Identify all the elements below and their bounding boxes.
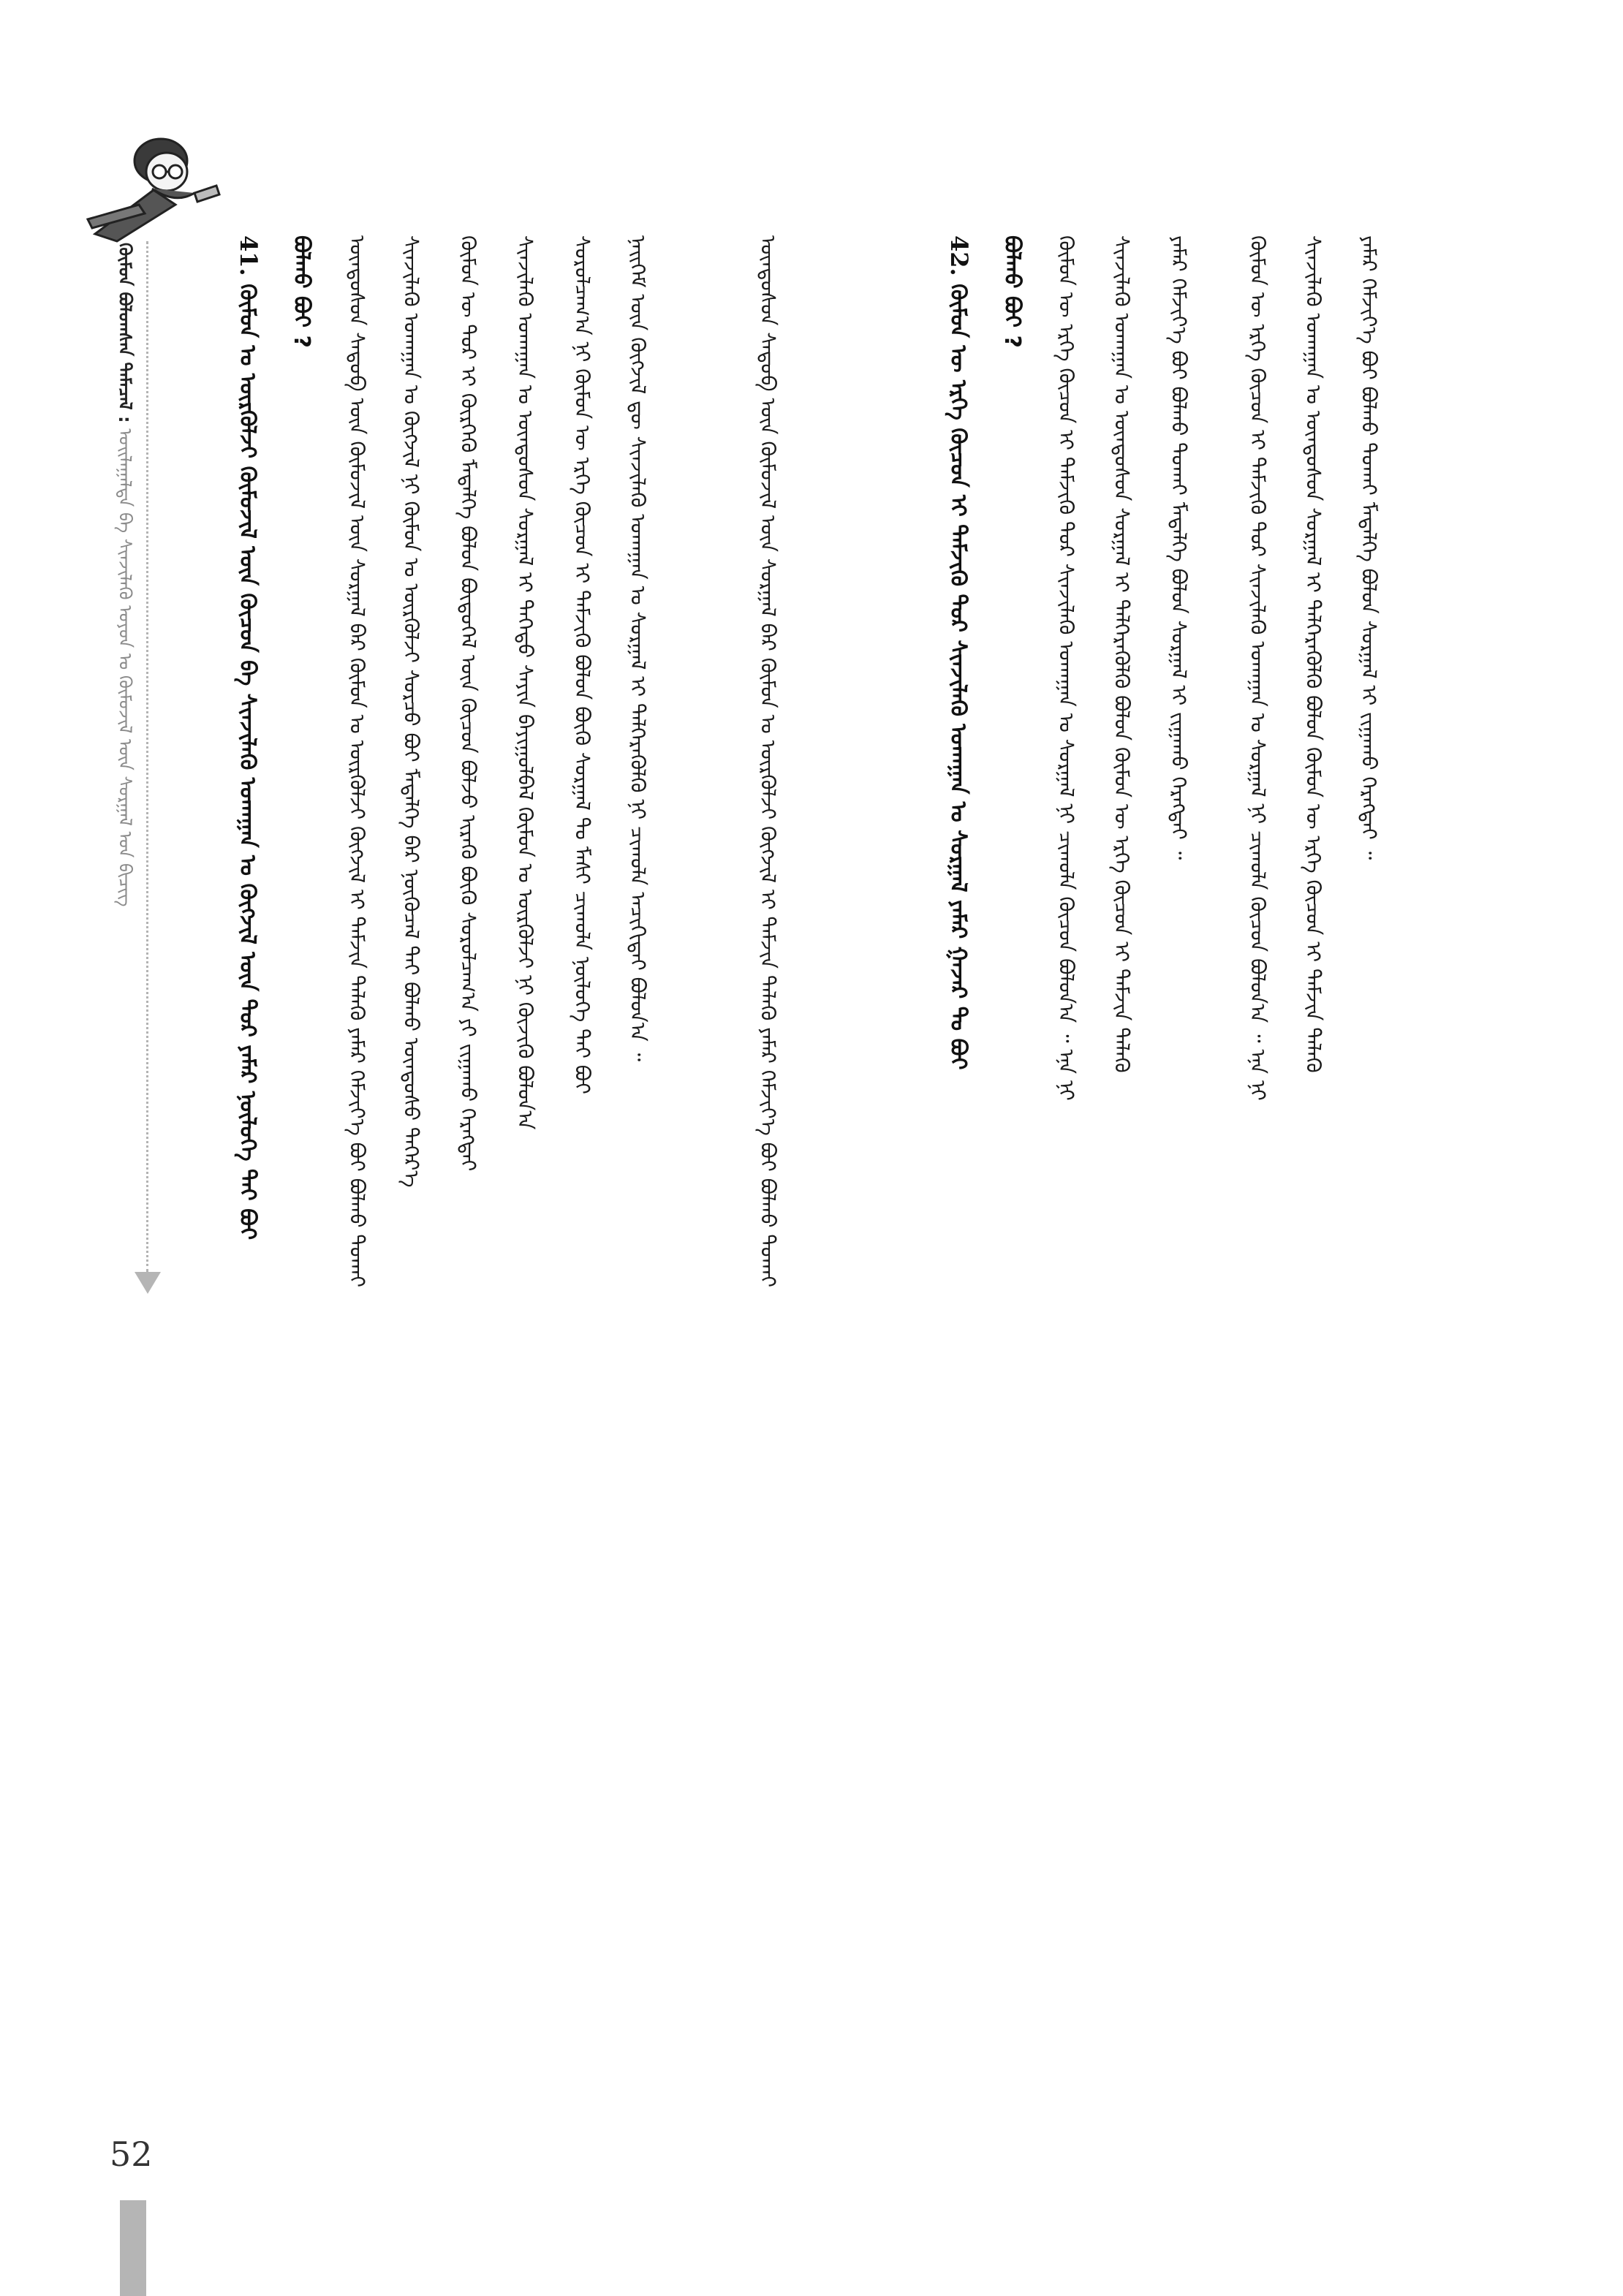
question-41-line-7: ᠦᠨᠳᠦᠰᠦᠨ ᠰᠡᠳᠦᠪ ᠦᠨ ᠬᠦᠮᠦᠵᠢᠯ ᠦᠨ ᠰᠤᠷᠭᠠᠯ ᠪᠡᠷ ᠬᠦᠮᠦᠨ ᠤ ᠦᠷᠭᠦᠯᠵᠢ ᠬᠦᠭᠵᠢᠯ ᠢ ᠳᠡᠮᠵᠢᠨ ᠲᠡᠯᠡᠬᠦ ᠶᠠᠮᠠᠷ ᠬᠡᠮᠵᠢᠶ᠎ᠡ ᠪᠤᠢ ᠪᠤᠯᠬᠤ ᠲᠤᠬᠠᠢ — [756, 235, 780, 1288]
question-42-title-line-2: ᠪᠤᠯᠬᠤ ᠪᠤᠢ ? — [999, 235, 1025, 348]
question-41-title-line-2: ᠪᠤᠯᠬᠤ ᠪᠤᠢ ? — [289, 235, 314, 348]
question-41-line-4: ᠰᠢᠨᠵᠢᠯᠡᠬᠦ ᠤᠬᠠᠭᠠᠨ ᠤ ᠦᠨᠳᠦᠰᠦᠨ ᠰᠤᠷᠭᠠᠯ ᠢ ᠳᠡᠭᠡᠳᠦ ᠰᠠᠶᠢᠨ ᠪᠠᠶᠢᠭᠤᠯᠪᠠᠯ ᠬᠦᠮᠦᠨ ᠤ ᠦᠷᠭᠦᠯᠵᠢ ᠨᠢ ᠬᠦᠵᠢᠬᠦ ᠪᠤᠯᠤᠨ᠎ᠠ — [513, 235, 537, 1130]
question-42-number: 42. — [945, 235, 973, 276]
header-dotted-line — [146, 241, 148, 1272]
question-41-line-1: ᠦᠨᠳᠦᠰᠦᠨ ᠰᠡᠳᠦᠪ ᠦᠨ ᠬᠦᠮᠦᠵᠢᠯ ᠦᠨ ᠰᠤᠷᠭᠠᠯ ᠪᠡᠷ ᠬᠦᠮᠦᠨ ᠤ ᠦᠷᠭᠦᠯᠵᠢ ᠬᠦᠭᠵᠢᠯ ᠢ ᠳᠡᠮᠵᠢᠨ ᠲᠡᠯᠡᠬᠦ ᠶᠠᠮᠠᠷ ᠬᠡᠮᠵᠢᠶ᠎ᠡ ᠪᠤᠢ ᠪᠤᠯᠬᠤ ᠲᠤᠬᠠᠢ — [345, 235, 369, 1288]
triangle-marker-icon — [135, 1272, 161, 1294]
question-41-line-6: ᠨᠡᠢᠭᠡᠮ ᠦᠨ ᠬᠦᠭᠵᠢᠯ ᠳᠦ ᠰᠢᠨᠵᠢᠯᠡᠬᠦ ᠤᠬᠠᠭᠠᠨ ᠤ ᠰᠤᠷᠭᠠᠯ ᠢ ᠳᠡᠯᠭᠡᠷᠡᠭᠦᠯᠬᠦ ᠨᠢ ᠴᠢᠬᠤᠯᠠ ᠠᠴᠢᠬᠢᠲᠠᠢ ᠪᠤᠯᠤᠨ᠎ᠠ ᠃ — [626, 235, 650, 1062]
mascot-illustration — [66, 132, 227, 256]
question-41-number: 41. — [235, 235, 262, 276]
header-subtitle: ᠣᠢᠯᠠᠭᠠᠯᠲᠠ ᠪᠠ ᠰᠢᠨᠵᠢᠯᠡᠬᠦ ᠤᠶᠤᠨ ᠤ ᠬᠦᠮᠦᠵᠢᠯ ᠦᠨ ᠰᠤᠷᠭᠠᠯ ᠤᠨ ᠪᠢᠴᠢᠭ — [115, 428, 135, 907]
question-41-title-line-1: 41. ᠬᠦᠮᠦᠨ ᠤ ᠦᠷᠭᠦᠯᠵᠢ ᠬᠦᠮᠦᠵᠢᠯ ᠦᠨ ᠬᠦᠴᠦᠨ ᠪᠠ ᠰᠢᠨᠵᠢᠯᠡᠬᠦ ᠤᠬᠠᠭᠠᠨ ᠤ ᠬᠦᠭᠵᠢᠯ ᠦᠨ ᠳᠤᠷ ᠶᠠᠮᠠᠷ ᠨᠥᠯᠦᠭᠡ ᠲᠡᠢ ᠪᠤᠢ — [235, 235, 262, 1240]
question-42-line-3: ᠶᠠᠮᠠᠷ ᠬᠡᠮᠵᠢᠶ᠎ᠡ ᠪᠤᠢ ᠪᠤᠯᠬᠤ ᠲᠤᠬᠠᠢ ᠮᠡᠳᠡᠯᠭᠡ ᠪᠤᠯᠤᠨ ᠰᠤᠷᠭᠠᠯ ᠢ ᠵᠢᠭᠠᠬᠤ ᠬᠡᠷᠡᠭᠲᠡᠢ ᠃ — [1167, 235, 1191, 860]
question-42-line-2: ᠰᠢᠨᠵᠢᠯᠡᠬᠦ ᠤᠬᠠᠭᠠᠨ ᠤ ᠦᠨᠳᠦᠰᠦᠨ ᠰᠤᠷᠭᠠᠯ ᠢ ᠳᠡᠯᠭᠡᠷᠡᠭᠦᠯᠬᠦ ᠪᠤᠯᠤᠨ ᠬᠦᠮᠦᠨ ᠦ ᠡᠷᠬᠡ ᠬᠦᠴᠦᠨ ᠢ ᠳᠡᠮᠵᠢᠨ ᠲᠡᠯᠡᠬᠦ — [1110, 235, 1134, 1073]
page-edge-tab — [120, 2200, 146, 2296]
question-41-line-3: ᠬᠦᠮᠦᠨ ᠦ ᠳᠤᠷ ᠢ ᠬᠦᠷᠭᠡᠬᠦ ᠮᠡᠳᠡᠯᠭᠡ ᠪᠤᠯᠤᠨ ᠪᠦᠲᠦᠭᠡᠯ ᠦᠨ ᠬᠦᠴᠦᠨ ᠪᠤᠯᠵᠤ ᠢᠷᠡᠬᠦ ᠪᠦᠬᠦ ᠰᠤᠷᠤᠯᠴᠠᠭ᠎ᠠ ᠶᠢ ᠵᠢᠭᠠᠬᠤ ᠬᠡᠷᠡᠭᠲᠡᠢ — [456, 235, 480, 1172]
question-42-line-5: ᠰᠢᠨᠵᠢᠯᠡᠬᠦ ᠤᠬᠠᠭᠠᠨ ᠤ ᠦᠨᠳᠦᠰᠦᠨ ᠰᠤᠷᠭᠠᠯ ᠢ ᠳᠡᠯᠭᠡᠷᠡᠭᠦᠯᠬᠦ ᠪᠤᠯᠤᠨ ᠬᠦᠮᠦᠨ ᠦ ᠡᠷᠬᠡ ᠬᠦᠴᠦᠨ ᠢ ᠳᠡᠮᠵᠢᠨ ᠲᠡᠯᠡᠬᠦ — [1301, 235, 1325, 1073]
question-42-line-1: ᠬᠦᠮᠦᠨ ᠦ ᠡᠷᠬᠡ ᠬᠦᠴᠦᠨ ᠢ ᠳᠡᠮᠵᠢᠬᠦ ᠳᠤᠷ ᠰᠢᠨᠵᠢᠯᠡᠬᠦ ᠤᠬᠠᠭᠠᠨ ᠤ ᠰᠤᠷᠭᠠᠯ ᠨᠢ ᠴᠢᠬᠤᠯᠠ ᠬᠦᠴᠦᠨ ᠪᠤᠯᠤᠨ᠎ᠠ ᠃ ᠡᠨᠡ ᠨᠢ — [1054, 235, 1078, 1101]
question-42-line-6: ᠶᠠᠮᠠᠷ ᠬᠡᠮᠵᠢᠶ᠎ᠡ ᠪᠤᠢ ᠪᠤᠯᠬᠤ ᠲᠤᠬᠠᠢ ᠮᠡᠳᠡᠯᠭᠡ ᠪᠤᠯᠤᠨ ᠰᠤᠷᠭᠠᠯ ᠢ ᠵᠢᠭᠠᠬᠤ ᠬᠡᠷᠡᠭᠲᠡᠢ ᠃ — [1357, 235, 1381, 860]
page-number: 52 — [110, 2134, 153, 2174]
question-41-line-2: ᠰᠢᠨᠵᠢᠯᠡᠬᠦ ᠤᠬᠠᠭᠠᠨ ᠤ ᠬᠦᠭᠵᠢᠯ ᠨᠢ ᠬᠦᠮᠦᠨ ᠤ ᠦᠷᠭᠦᠯᠵᠢ ᠰᠤᠷᠴᠤ ᠪᠤᠢ ᠮᠡᠳᠡᠯᠭᠡ ᠪᠡᠷ ᠨᠥᠬᠦᠴᠡᠯ ᠲᠡᠢ ᠪᠤᠯᠬᠤ ᠦᠨᠳᠦᠰᠦ ᠳᠡᠭᠡᠷ᠎ᠡ — [399, 235, 423, 1188]
header-title: ᠬᠦᠮᠦᠨ ᠪᠤᠯᠤᠭᠰᠠᠨ ᠲᠡᠮᠡᠴᠡᠯ : — [115, 243, 135, 423]
question-42-line-4: ᠬᠦᠮᠦᠨ ᠦ ᠡᠷᠬᠡ ᠬᠦᠴᠦᠨ ᠢ ᠳᠡᠮᠵᠢᠬᠦ ᠳᠤᠷ ᠰᠢᠨᠵᠢᠯᠡᠬᠦ ᠤᠬᠠᠭᠠᠨ ᠤ ᠰᠤᠷᠭᠠᠯ ᠨᠢ ᠴᠢᠬᠤᠯᠠ ᠬᠦᠴᠦᠨ ᠪᠤᠯᠤᠨ᠎ᠠ ᠃ ᠡᠨᠡ ᠨᠢ — [1246, 235, 1270, 1101]
running-header — [110, 243, 140, 906]
question-41-line-5: ᠰᠤᠷᠤᠯᠴᠠᠭ᠎ᠠ ᠨᠢ ᠬᠦᠮᠦᠨ ᠦ ᠡᠷᠬᠡ ᠬᠦᠴᠦᠨ ᠢ ᠳᠡᠮᠵᠢᠬᠦ ᠪᠤᠯᠤᠨ ᠪᠦᠬᠦ ᠰᠤᠷᠭᠠᠯ ᠲᠤ ᠮᠠᠰᠢ ᠴᠢᠬᠤᠯᠠ ᠨᠥᠯᠦᠭᠡ ᠲᠡᠢ ᠪᠤᠢ — [570, 235, 594, 1094]
question-42-title-line-1: 42. ᠬᠦᠮᠦᠨ ᠦ ᠡᠷᠬᠡ ᠬᠦᠴᠦᠨ ᠢ ᠳᠡᠮᠵᠢᠬᠦ ᠳᠤᠷ ᠰᠢᠨᠵᠢᠯᠡᠬᠦ ᠤᠬᠠᠭᠠᠨ ᠤ ᠰᠤᠷᠭᠠᠯ ᠶᠠᠮᠠᠷ ᠭᠠᠵᠠᠷ ᠲᠤ ᠪᠤᠢ — [945, 235, 973, 1070]
